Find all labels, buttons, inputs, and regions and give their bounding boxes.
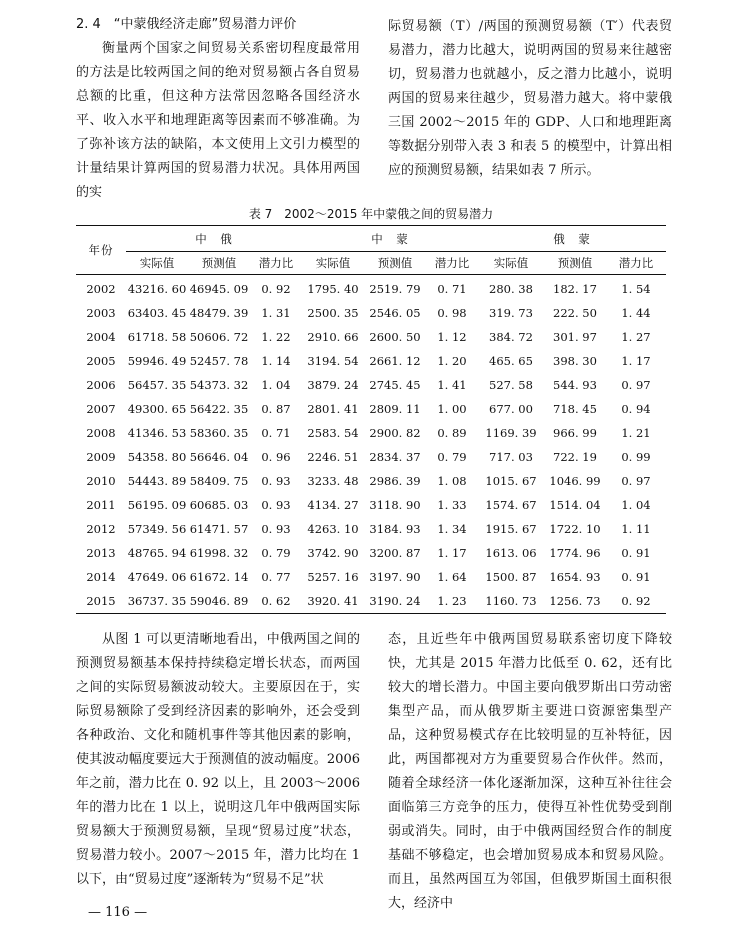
- value-cell: 4134. 27: [307, 498, 359, 512]
- value-cell: 61998. 32: [189, 546, 249, 560]
- value-cell: 2246. 51: [307, 450, 359, 464]
- value-cell: 1. 08: [437, 474, 467, 488]
- value-cell: 544. 93: [553, 378, 597, 392]
- value-cell: 1574. 67: [485, 498, 537, 512]
- value-cell: 50606. 72: [189, 330, 249, 344]
- value-cell: 222. 50: [553, 306, 597, 320]
- year-cell: 2010: [86, 474, 116, 488]
- value-cell: 0. 91: [621, 546, 651, 560]
- subheader-ratio: 潜力比: [426, 252, 478, 275]
- right-column-bottom: [388, 628, 672, 916]
- value-cell: 54443. 89: [127, 474, 187, 488]
- table-body: [76, 275, 666, 614]
- table-row: [76, 397, 666, 421]
- value-cell: 2900. 82: [369, 426, 421, 440]
- value-cell: 0. 97: [621, 474, 651, 488]
- value-cell: 1046. 99: [549, 474, 601, 488]
- subheader-predicted: 预测值: [544, 252, 606, 275]
- value-cell: 1. 34: [437, 522, 467, 536]
- value-cell: 717. 03: [489, 450, 533, 464]
- value-cell: 54373. 32: [189, 378, 249, 392]
- value-cell: 47649. 06: [127, 570, 187, 584]
- year-cell: 2009: [86, 450, 116, 464]
- value-cell: 1514. 04: [549, 498, 601, 512]
- subheader-predicted: 预测值: [188, 252, 250, 275]
- value-cell: 966. 99: [553, 426, 597, 440]
- value-cell: 0. 91: [621, 570, 651, 584]
- value-cell: 1. 33: [437, 498, 467, 512]
- value-cell: 1. 14: [261, 354, 291, 368]
- group-header-china-russia: 中 俄: [126, 226, 302, 252]
- value-cell: 1. 00: [437, 402, 467, 416]
- value-cell: 0. 92: [261, 282, 291, 296]
- value-cell: 2661. 12: [369, 354, 421, 368]
- table-row: [76, 493, 666, 517]
- value-cell: 0. 71: [261, 426, 291, 440]
- value-cell: 4263. 10: [307, 522, 359, 536]
- value-cell: 3742. 90: [307, 546, 359, 560]
- value-cell: 0. 87: [261, 402, 291, 416]
- table-row: [76, 541, 666, 565]
- value-cell: 3118. 90: [369, 498, 421, 512]
- value-cell: 1654. 93: [549, 570, 601, 584]
- value-cell: 1722. 10: [549, 522, 601, 536]
- table-row: [76, 301, 666, 325]
- value-cell: 36737. 35: [126, 589, 188, 614]
- subheader-actual: 实际值: [126, 252, 188, 275]
- value-cell: 2834. 37: [369, 450, 421, 464]
- subheader-actual: 实际值: [478, 252, 544, 275]
- value-cell: 43216. 60: [127, 282, 187, 296]
- value-cell: 2519. 79: [369, 282, 421, 296]
- value-cell: 0. 79: [261, 546, 291, 560]
- value-cell: 59946. 49: [127, 354, 187, 368]
- table-row: [76, 589, 666, 614]
- value-cell: 1. 04: [261, 378, 291, 392]
- value-cell: 48479. 39: [189, 306, 249, 320]
- value-cell: 56195. 09: [127, 498, 187, 512]
- value-cell: 3197. 90: [369, 570, 421, 584]
- value-cell: 57349. 56: [127, 522, 187, 536]
- value-cell: 1. 17: [621, 354, 651, 368]
- paragraph-analysis-continued: 态，且近些年中俄两国贸易联系密切度下降较快，尤其是 2015 年潜力比低至 0. 62，还有比较大的增长潜力。中国主要向俄罗斯出口劳动密集型产品，而从俄罗斯主要进口资源密集型产品，这种贸易模式存在比较明显的互补特征，因此，两国都视对方为重要贸易合作伙伴。然而，随着全球经济一体化逐渐加深，这种互补往往会面临第三方竞争的压力，使得互补性优势受到削弱或消失。同时，由于中俄两国经贸合作的制度基础不够稳定，也会增加贸易成本和贸易风险。而且，虽然两国互为邻国，但俄罗斯国土面积很大，经济中: [388, 632, 672, 911]
- value-cell: 384. 72: [489, 330, 533, 344]
- value-cell: 0. 93: [261, 474, 291, 488]
- value-cell: 59046. 89: [188, 589, 250, 614]
- value-cell: 2600. 50: [369, 330, 421, 344]
- value-cell: 1. 11: [621, 522, 651, 536]
- year-cell: 2013: [86, 546, 116, 560]
- value-cell: 2801. 41: [307, 402, 359, 416]
- value-cell: 60685. 03: [189, 498, 249, 512]
- table-caption: 表 7 2002～2015 年中蒙俄之间的贸易潜力: [248, 207, 494, 221]
- value-cell: 527. 58: [489, 378, 533, 392]
- year-cell: 2004: [86, 330, 116, 344]
- value-cell: 3200. 87: [369, 546, 421, 560]
- value-cell: 465. 65: [489, 354, 533, 368]
- table-row: [76, 565, 666, 589]
- value-cell: 61672. 14: [189, 570, 249, 584]
- value-cell: 0. 98: [437, 306, 467, 320]
- value-cell: 63403. 45: [127, 306, 187, 320]
- value-cell: 1015. 67: [485, 474, 537, 488]
- value-cell: 0. 93: [261, 498, 291, 512]
- value-cell: 49300. 65: [127, 402, 187, 416]
- value-cell: 280. 38: [489, 282, 533, 296]
- value-cell: 1256. 73: [544, 589, 606, 614]
- year-cell: 2007: [86, 402, 116, 416]
- value-cell: 41346. 53: [127, 426, 187, 440]
- year-cell: 2002: [86, 282, 116, 296]
- page-number: — 116 —: [88, 905, 148, 920]
- value-cell: 1915. 67: [485, 522, 537, 536]
- table-row: [76, 349, 666, 373]
- value-cell: 1. 64: [437, 570, 467, 584]
- table-row: [76, 373, 666, 397]
- value-cell: 677. 00: [489, 402, 533, 416]
- value-cell: 2809. 11: [369, 402, 421, 416]
- value-cell: 3184. 93: [369, 522, 421, 536]
- value-cell: 1613. 06: [485, 546, 537, 560]
- group-header-russia-mongolia: 俄 蒙: [478, 226, 666, 252]
- value-cell: 2500. 35: [307, 306, 359, 320]
- value-cell: 1. 21: [621, 426, 651, 440]
- value-cell: 0. 71: [437, 282, 467, 296]
- table-row: [76, 469, 666, 493]
- value-cell: 1774. 96: [549, 546, 601, 560]
- value-cell: 56457. 35: [127, 378, 187, 392]
- table-row: [76, 445, 666, 469]
- value-cell: 1. 22: [261, 330, 291, 344]
- value-cell: 61471. 57: [189, 522, 249, 536]
- value-cell: 56422. 35: [189, 402, 249, 416]
- value-cell: 0. 99: [621, 450, 651, 464]
- value-cell: 58409. 75: [189, 474, 249, 488]
- value-cell: 1. 31: [261, 306, 291, 320]
- group-header-china-mongolia: 中 蒙: [302, 226, 478, 252]
- paragraph-intro: 衡量两个国家之间贸易关系密切程度最常用的方法是比较两国之间的绝对贸易额占各自贸易总额的比重，但这种方法常因忽略各国经济水平、收入水平和地理距离等因素而不够准确。为了弥补该方法的缺陷，本文使用上文引力模型的计量结果计算两国的贸易潜力状况。具体用两国的实: [76, 41, 360, 200]
- year-cell: 2014: [86, 570, 116, 584]
- value-cell: 2583. 54: [307, 426, 359, 440]
- left-column-top: [76, 13, 360, 205]
- value-cell: 3920. 41: [302, 589, 364, 614]
- value-cell: 1500. 87: [485, 570, 537, 584]
- value-cell: 301. 97: [553, 330, 597, 344]
- value-cell: 46945. 09: [189, 282, 249, 296]
- value-cell: 1. 20: [437, 354, 467, 368]
- value-cell: 1795. 40: [307, 282, 359, 296]
- value-cell: 0. 89: [437, 426, 467, 440]
- value-cell: 2910. 66: [307, 330, 359, 344]
- year-header: 年份: [76, 226, 126, 275]
- value-cell: 182. 17: [553, 282, 597, 296]
- value-cell: 0. 79: [437, 450, 467, 464]
- value-cell: 58360. 35: [189, 426, 249, 440]
- year-cell: 2005: [86, 354, 116, 368]
- value-cell: 48765. 94: [127, 546, 187, 560]
- value-cell: 0. 97: [621, 378, 651, 392]
- year-cell: 2015: [76, 589, 126, 614]
- value-cell: 1. 44: [621, 306, 651, 320]
- value-cell: 52457. 78: [189, 354, 249, 368]
- value-cell: 1. 17: [437, 546, 467, 560]
- table-row: [76, 517, 666, 541]
- section-heading: 2. 4 “中蒙俄经济走廊”贸易潜力评价: [76, 17, 297, 32]
- value-cell: 718. 45: [553, 402, 597, 416]
- subheader-ratio: 潜力比: [250, 252, 302, 275]
- value-cell: 0. 92: [606, 589, 666, 614]
- value-cell: 0. 77: [261, 570, 291, 584]
- value-cell: 2986. 39: [369, 474, 421, 488]
- table-row: [76, 421, 666, 445]
- value-cell: 3233. 48: [307, 474, 359, 488]
- subheader-actual: 实际值: [302, 252, 364, 275]
- value-cell: 1. 04: [621, 498, 651, 512]
- value-cell: 56646. 04: [189, 450, 249, 464]
- value-cell: 54358. 80: [127, 450, 187, 464]
- value-cell: 3879. 24: [307, 378, 359, 392]
- paragraph-analysis: 从图 1 可以更清晰地看出，中俄两国之间的预测贸易额基本保持持续稳定增长状态，而两国之间的实际贸易额波动较大。主要原因在于，实际贸易额除了受到经济因素的影响外，还会受到各种政治、文化和随机事件等其他因素的影响，使其波动幅度要远大于预测值的波动幅度。2006 年之前，潜力比在 0. 92 以上，且 2003～2006 年的潜力比在 1 以上，说明这几年中俄两国实际贸易额大于预测贸易额，呈现“贸易过度”状态，贸易潜力较小。2007～2015 年，潜力比均在 1 以下，由“贸易过度”逐渐转为“贸易不足”状: [76, 632, 360, 887]
- value-cell: 5257. 16: [307, 570, 359, 584]
- paragraph-intro-continued: 际贸易额（T）/两国的预测贸易额（T′）代表贸易潜力，潜力比越大，说明两国的贸易来往越密切，贸易潜力也就越小，反之潜力比越小，说明两国的贸易来往越少，贸易潜力越大。将中蒙俄三国 2002～2015 年的 GDP、人口和地理距离等数据分别带入表 3 和表 5 的模型中，计算出相应的预测贸易额，结果如表 7 所示。: [388, 19, 672, 178]
- value-cell: 0. 94: [621, 402, 651, 416]
- subheader-predicted: 预测值: [364, 252, 426, 275]
- value-cell: 319. 73: [489, 306, 533, 320]
- value-cell: 1. 27: [621, 330, 651, 344]
- value-cell: 1169. 39: [485, 426, 537, 440]
- table-row: [76, 275, 666, 302]
- value-cell: 2546. 05: [369, 306, 421, 320]
- value-cell: 0. 62: [250, 589, 302, 614]
- value-cell: 2745. 45: [369, 378, 421, 392]
- trade-potential-table: [76, 225, 666, 614]
- value-cell: 3190. 24: [364, 589, 426, 614]
- year-cell: 2012: [86, 522, 116, 536]
- value-cell: 0. 96: [261, 450, 291, 464]
- value-cell: 0. 93: [261, 522, 291, 536]
- value-cell: 3194. 54: [307, 354, 359, 368]
- year-cell: 2003: [86, 306, 116, 320]
- value-cell: 1. 54: [621, 282, 651, 296]
- value-cell: 1. 23: [426, 589, 478, 614]
- value-cell: 722. 19: [553, 450, 597, 464]
- value-cell: 1. 41: [437, 378, 467, 392]
- year-cell: 2011: [86, 498, 116, 512]
- right-column-top: [388, 15, 672, 183]
- left-column-bottom: [76, 628, 360, 892]
- value-cell: 1160. 73: [478, 589, 544, 614]
- value-cell: 1. 12: [437, 330, 467, 344]
- year-cell: 2006: [86, 378, 116, 392]
- value-cell: 398. 30: [553, 354, 597, 368]
- subheader-ratio: 潜力比: [606, 252, 666, 275]
- table-row: [76, 325, 666, 349]
- year-cell: 2008: [86, 426, 116, 440]
- value-cell: 61718. 58: [127, 330, 187, 344]
